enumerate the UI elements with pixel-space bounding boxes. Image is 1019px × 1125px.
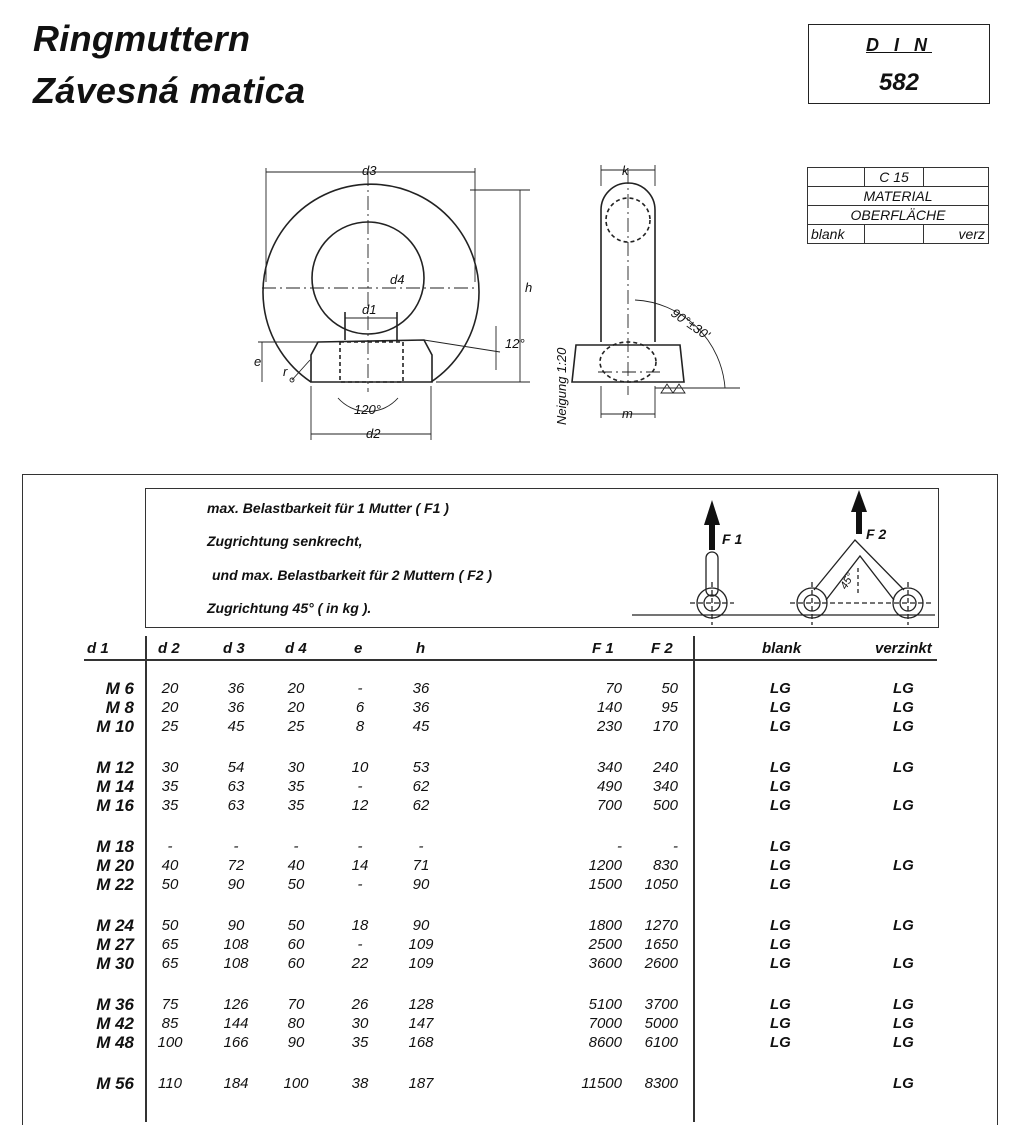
- label-d2: d2: [366, 426, 381, 441]
- cell-blank: LG: [770, 838, 791, 855]
- cell-d3: 126: [223, 996, 249, 1013]
- cell-zinc: LG: [893, 699, 914, 716]
- cell-d1: M 6: [105, 679, 134, 698]
- header-d1: d 1: [87, 640, 109, 657]
- cell-e: 10: [351, 759, 369, 776]
- din-label: D I N: [865, 35, 932, 55]
- cell-h: 90: [412, 876, 430, 893]
- cell-zinc: LG: [893, 718, 914, 735]
- cell-f2: 1650: [644, 936, 678, 953]
- cell-f1: 340: [596, 759, 622, 776]
- cell-e: 30: [351, 1015, 369, 1032]
- header-rule: [84, 659, 937, 661]
- cell-f2: 95: [661, 699, 678, 716]
- cell-d1: M 12: [96, 758, 134, 777]
- cell-d2: 50: [161, 917, 179, 934]
- cell-f1: 230: [596, 718, 622, 735]
- cell-d4: 80: [287, 1015, 305, 1032]
- header-f1: F 1: [592, 640, 614, 657]
- cell-d3: 166: [223, 1034, 249, 1051]
- cell-d4: 60: [287, 955, 305, 972]
- cell-d4: 100: [283, 1075, 309, 1092]
- label-m: m: [622, 406, 633, 421]
- cell-blank: LG: [770, 680, 791, 697]
- cell-d3: 54: [227, 759, 245, 776]
- cell-d3: 45: [227, 718, 245, 735]
- cell-e: 22: [351, 955, 369, 972]
- cell-e: 38: [351, 1075, 369, 1092]
- cell-d3: 184: [223, 1075, 249, 1092]
- cell-blank: LG: [770, 955, 791, 972]
- surface-label: OBERFLÄCHE: [808, 206, 989, 225]
- cell-f1: 1200: [588, 857, 622, 874]
- cell-f2: 3700: [644, 996, 678, 1013]
- cell-f2: 240: [652, 759, 678, 776]
- cell-d3: 63: [227, 778, 245, 795]
- cell-d2: 65: [161, 936, 179, 953]
- cell-f1: 1500: [588, 876, 622, 893]
- cell-h: 36: [412, 699, 430, 716]
- cell-blank: LG: [770, 876, 791, 893]
- load-line-4: Zugrichtung 45° ( in kg ).: [207, 600, 372, 616]
- cell-e: -: [357, 936, 363, 953]
- label-d3: d3: [362, 163, 377, 178]
- cell-d2: 35: [161, 778, 179, 795]
- cell-d1: M 22: [96, 875, 134, 894]
- cell-f2: -: [673, 838, 678, 855]
- material-grade: C 15: [865, 168, 924, 187]
- zinc-label: verz: [924, 225, 989, 244]
- cell-d1: M 56: [96, 1074, 134, 1093]
- cell-f1: 8600: [588, 1034, 622, 1051]
- cell-h: -: [418, 838, 424, 855]
- cell-d4: 60: [287, 936, 305, 953]
- cell-d3: 108: [223, 955, 249, 972]
- cell-e: 6: [355, 699, 365, 716]
- column-rule-left: [145, 636, 147, 1122]
- cell-d1: M 14: [96, 777, 134, 796]
- cell-f1: 490: [596, 778, 622, 795]
- cell-f1: 700: [596, 797, 622, 814]
- cell-zinc: LG: [893, 759, 914, 776]
- cell-f1: 1800: [588, 917, 622, 934]
- cell-d1: M 10: [96, 717, 134, 736]
- cell-h: 62: [412, 778, 430, 795]
- din-number: 582: [878, 69, 920, 96]
- cell-f1: 140: [596, 699, 622, 716]
- cell-d4: 90: [287, 1034, 305, 1051]
- header-blank: blank: [762, 640, 802, 657]
- cell-e: -: [357, 680, 363, 697]
- cell-f2: 500: [652, 797, 678, 814]
- cell-h: 109: [408, 955, 434, 972]
- cell-d2: 75: [161, 996, 179, 1013]
- cell-d3: 36: [227, 699, 245, 716]
- cell-d4: 70: [287, 996, 305, 1013]
- load-line-1: max. Belastbarkeit für 1 Mutter ( F1 ): [207, 500, 449, 516]
- cell-zinc: LG: [893, 1015, 914, 1032]
- cell-d1: M 24: [96, 916, 134, 935]
- cell-d1: M 16: [96, 796, 134, 815]
- cell-f1: 5100: [588, 996, 622, 1013]
- cell-d3: -: [233, 838, 239, 855]
- cell-d4: 35: [287, 797, 305, 814]
- cell-blank: LG: [770, 759, 791, 776]
- label-d1: d1: [362, 302, 377, 317]
- cell-f2: 170: [652, 718, 678, 735]
- cell-e: 18: [351, 917, 369, 934]
- cell-d2: 65: [161, 955, 179, 972]
- cell-f2: 2600: [644, 955, 678, 972]
- cell-d1: M 30: [96, 954, 134, 973]
- cell-d2: 110: [158, 1075, 182, 1092]
- cell-d3: 36: [227, 680, 245, 697]
- label-90: 90°±30': [668, 305, 713, 343]
- cell-f1: 70: [605, 680, 622, 697]
- cell-f2: 6100: [644, 1034, 678, 1051]
- cell-blank: LG: [770, 1015, 791, 1032]
- cell-f1: 3600: [588, 955, 622, 972]
- cell-h: 90: [412, 917, 430, 934]
- cell-h: 128: [408, 996, 434, 1013]
- load-line-3: und max. Belastbarkeit für 2 Muttern ( F2 ): [212, 567, 493, 583]
- cell-d4: 50: [287, 917, 305, 934]
- header-h: h: [416, 640, 426, 657]
- cell-d4: 50: [287, 876, 305, 893]
- material-label: MATERIAL: [808, 187, 989, 206]
- cell-blank: LG: [770, 936, 791, 953]
- cell-d1: M 36: [96, 995, 134, 1014]
- cell-e: -: [357, 876, 363, 893]
- cell-d3: 63: [227, 797, 245, 814]
- cell-blank: LG: [770, 718, 791, 735]
- label-r: r: [283, 364, 288, 379]
- f2-label: F 2: [866, 526, 887, 542]
- cell-blank: LG: [770, 857, 791, 874]
- cell-h: 147: [408, 1015, 434, 1032]
- cell-d3: 90: [227, 917, 245, 934]
- cell-f1: 11500: [581, 1075, 622, 1092]
- cell-d4: 35: [287, 778, 305, 795]
- cell-f2: 8300: [644, 1075, 678, 1092]
- cell-f2: 50: [661, 680, 678, 697]
- cell-zinc: LG: [893, 680, 914, 697]
- cell-zinc: LG: [893, 857, 914, 874]
- cell-blank: LG: [770, 917, 791, 934]
- cell-d1: M 48: [96, 1033, 134, 1052]
- cell-f2: 340: [652, 778, 678, 795]
- cell-h: 62: [412, 797, 430, 814]
- column-rule-right: [693, 636, 695, 1122]
- cell-e: -: [357, 778, 363, 795]
- cell-d3: 144: [223, 1015, 249, 1032]
- cell-h: 36: [412, 680, 430, 697]
- header-zinc: verzinkt: [875, 640, 932, 657]
- cell-zinc: LG: [893, 1075, 914, 1092]
- cell-blank: LG: [770, 699, 791, 716]
- cell-d2: 35: [161, 797, 179, 814]
- cell-d4: -: [293, 838, 299, 855]
- header-d3: d 3: [223, 640, 245, 657]
- cell-zinc: LG: [893, 1034, 914, 1051]
- cell-d2: 50: [161, 876, 179, 893]
- cell-d3: 72: [227, 857, 245, 874]
- cell-d2: 20: [161, 680, 179, 697]
- header-f2: F 2: [651, 640, 673, 657]
- label-d4: d4: [390, 272, 405, 287]
- label-e: e: [254, 354, 262, 369]
- cell-blank: LG: [770, 996, 791, 1013]
- cell-d1: M 18: [96, 837, 134, 856]
- cell-d4: 20: [287, 680, 305, 697]
- cell-h: 187: [408, 1075, 434, 1092]
- cell-d4: 40: [287, 857, 305, 874]
- cell-d2: 25: [161, 718, 179, 735]
- cell-blank: LG: [770, 1034, 791, 1051]
- title-slovak: Závesná matica: [33, 70, 306, 111]
- load-line-2: Zugrichtung senkrecht,: [207, 533, 363, 549]
- cell-f2: 1050: [644, 876, 678, 893]
- cell-d4: 25: [287, 718, 305, 735]
- cell-zinc: LG: [893, 917, 914, 934]
- cell-d2: -: [167, 838, 173, 855]
- cell-d3: 108: [223, 936, 249, 953]
- cell-d2: 20: [161, 699, 179, 716]
- cell-d1: M 42: [96, 1014, 134, 1033]
- cell-d4: 20: [287, 699, 305, 716]
- label-12: 12°: [505, 336, 525, 351]
- cell-zinc: LG: [893, 955, 914, 972]
- cell-d2: 30: [161, 759, 179, 776]
- cell-e: 14: [351, 857, 369, 874]
- cell-h: 71: [412, 857, 430, 874]
- cell-h: 168: [408, 1034, 434, 1051]
- header-d2: d 2: [158, 640, 180, 657]
- header-e: e: [354, 640, 363, 657]
- cell-e: 26: [351, 996, 369, 1013]
- cell-d2: 85: [161, 1015, 179, 1032]
- cell-d4: 30: [287, 759, 305, 776]
- cell-h: 109: [408, 936, 434, 953]
- header-d4: d 4: [285, 640, 307, 657]
- cell-f2: 830: [652, 857, 678, 874]
- cell-blank: LG: [770, 797, 791, 814]
- cell-e: 8: [355, 718, 365, 735]
- cell-e: 35: [351, 1034, 369, 1051]
- label-120: 120°: [354, 402, 381, 417]
- cell-h: 53: [412, 759, 430, 776]
- cell-zinc: LG: [893, 996, 914, 1013]
- cell-h: 45: [412, 718, 430, 735]
- cell-d3: 90: [227, 876, 245, 893]
- cell-d2: 100: [157, 1034, 183, 1051]
- cell-f1: 7000: [588, 1015, 622, 1032]
- cell-f2: 5000: [644, 1015, 678, 1032]
- cell-e: -: [357, 838, 363, 855]
- label-k: k: [622, 163, 629, 178]
- cell-f2: 1270: [644, 917, 678, 934]
- f1-label: F 1: [722, 531, 743, 547]
- blank-label: blank: [808, 225, 865, 244]
- label-h: h: [525, 280, 533, 295]
- cell-zinc: LG: [893, 797, 914, 814]
- cell-f1: 2500: [588, 936, 622, 953]
- cell-d1: M 20: [96, 856, 134, 875]
- angle-45-label: 45°: [838, 571, 857, 592]
- cell-e: 12: [351, 797, 369, 814]
- cell-d1: M 8: [105, 698, 134, 717]
- title-german: Ringmuttern: [33, 18, 251, 59]
- cell-blank: LG: [770, 778, 791, 795]
- label-slope: Neigung 1:20: [554, 347, 569, 425]
- cell-f1: -: [617, 838, 622, 855]
- cell-d2: 40: [161, 857, 179, 874]
- cell-d1: M 27: [96, 935, 134, 954]
